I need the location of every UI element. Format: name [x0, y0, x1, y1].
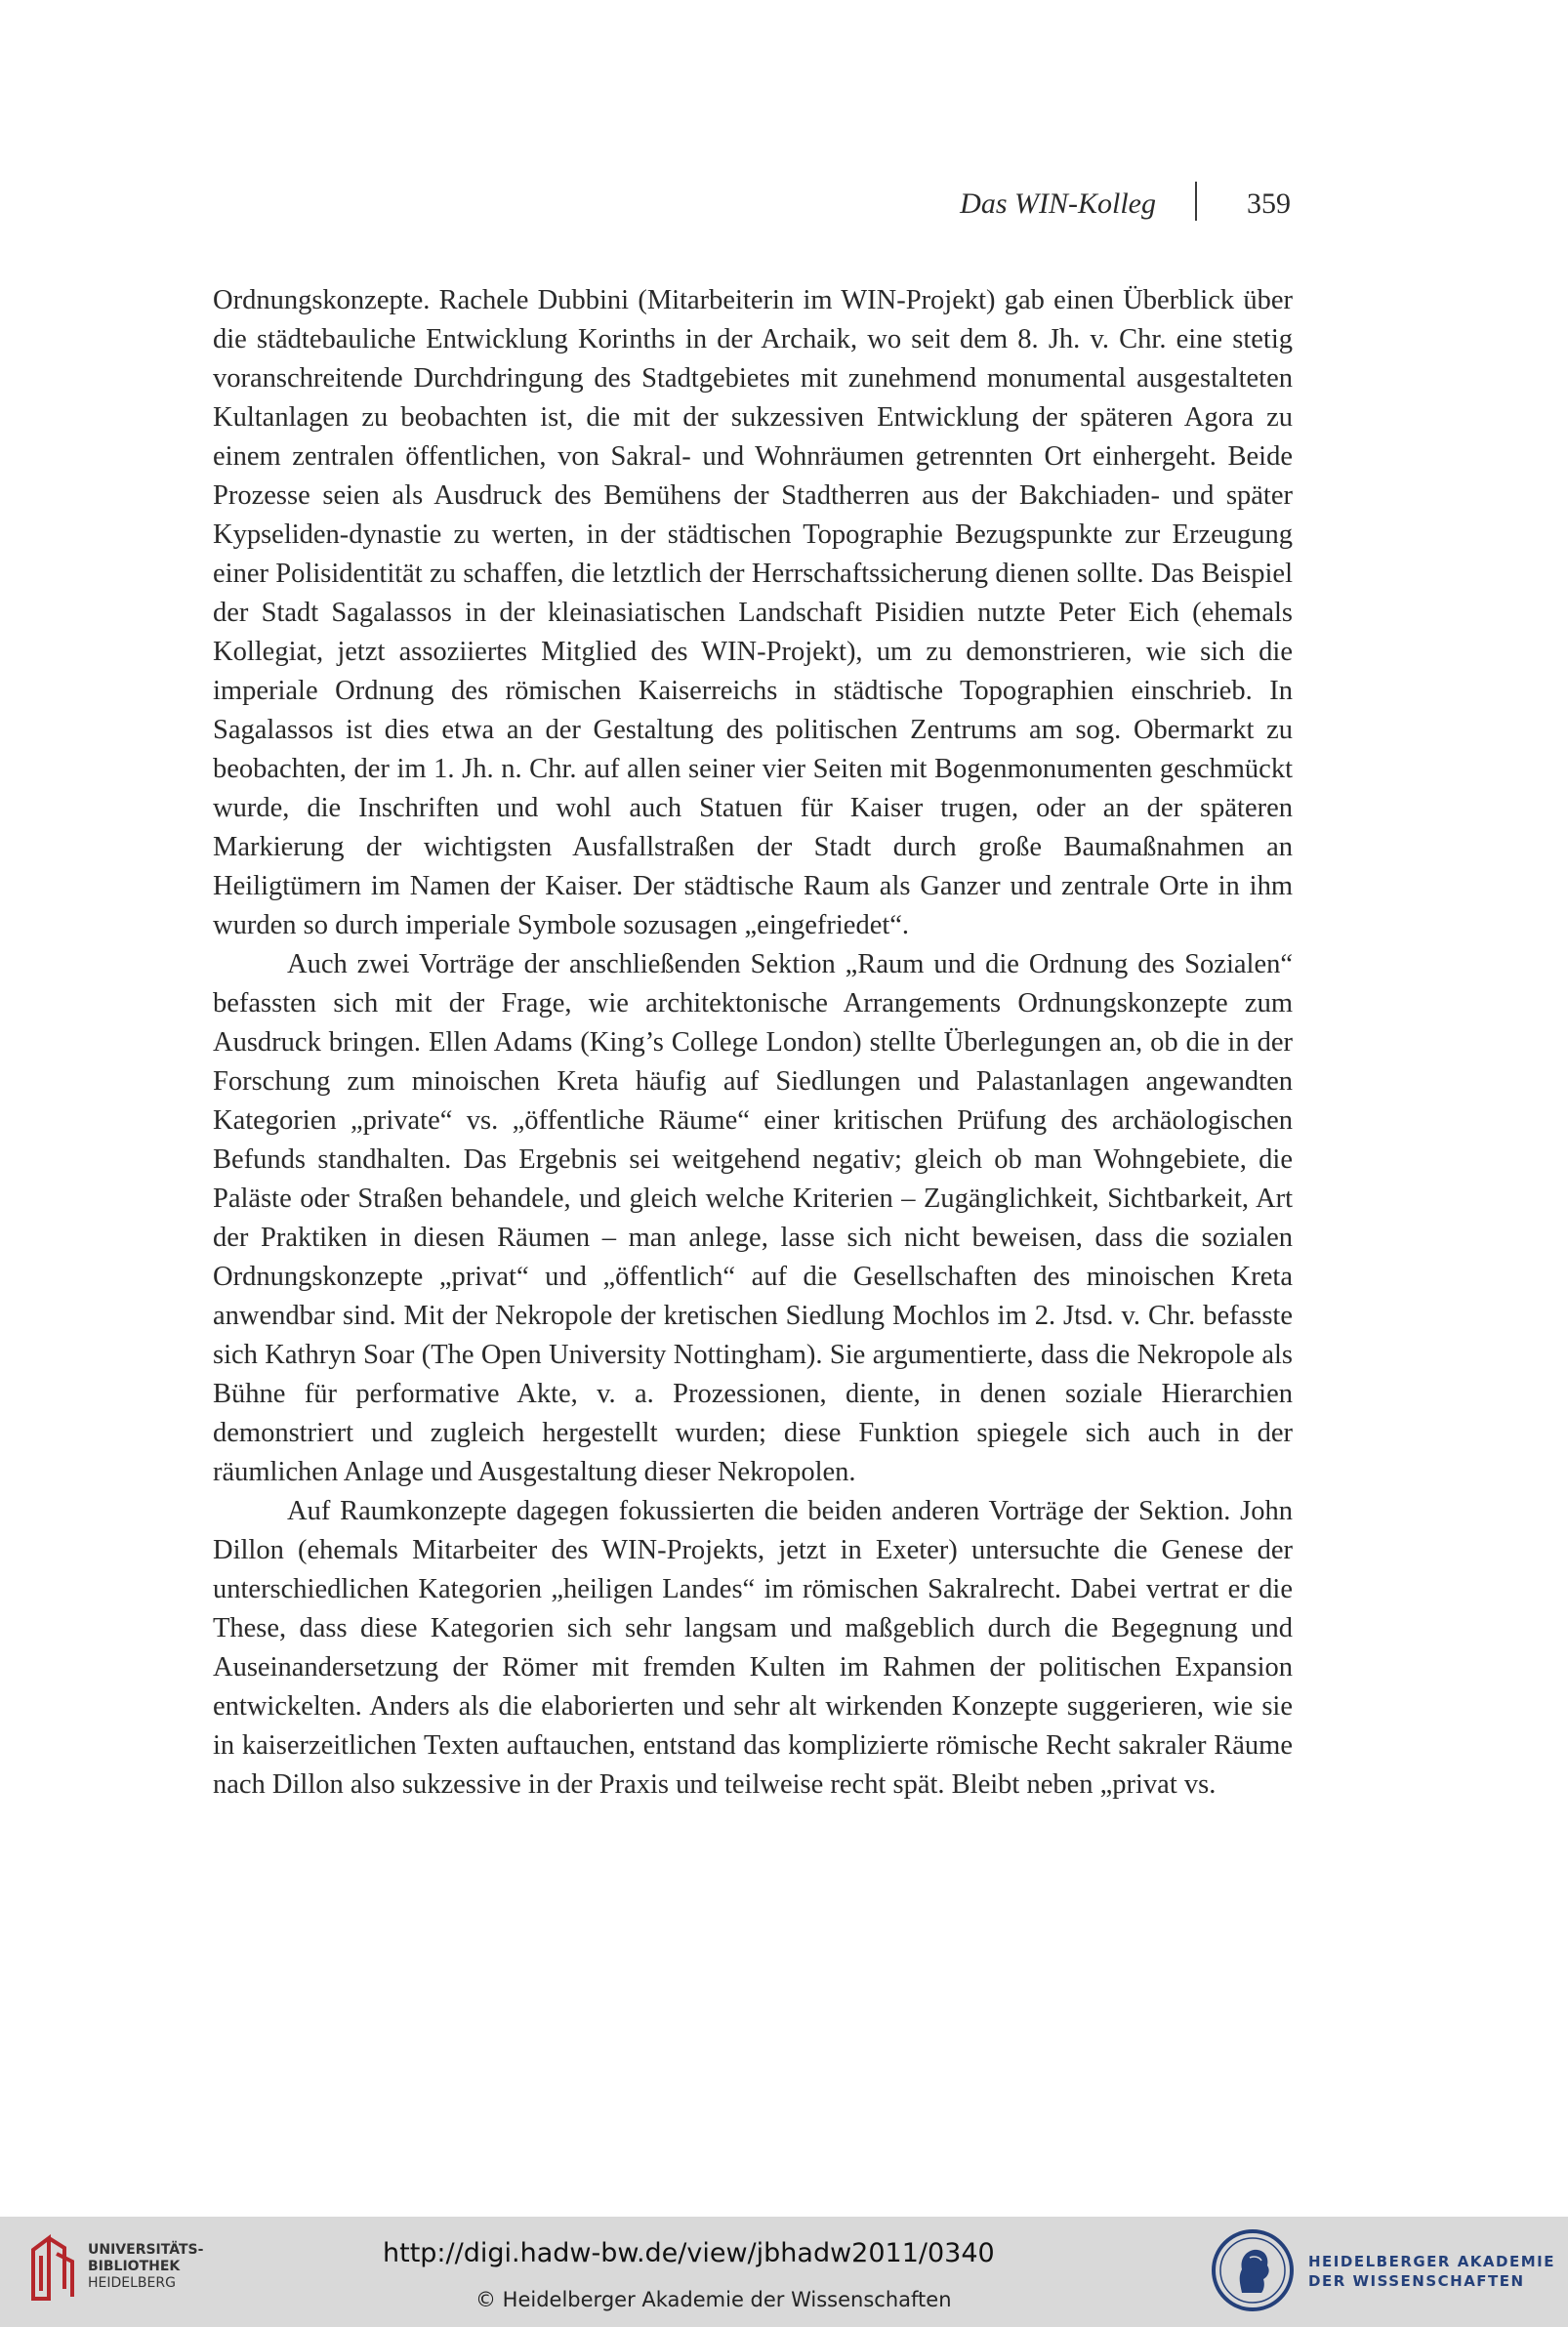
running-header — [937, 182, 1293, 230]
body-text — [213, 281, 1293, 1805]
permalink-url[interactable]: http://digi.hadw-bw.de/view/jbhadw2011/0340 — [383, 2238, 995, 2268]
running-title: Das WIN-Kolleg — [960, 187, 1156, 220]
library-logo-line: UNIVERSITÄTS- — [88, 2242, 204, 2258]
library-logo[interactable] — [29, 2232, 225, 2310]
academy-seal-icon — [1211, 2228, 1295, 2312]
paragraph-1: Ordnungskonzepte. Rachele Dubbini (Mitarbeiterin im WIN-Projekt) gab einen Überblick über die städtebauliche Entwicklung Korinths in der Archaik, wo seit dem 8. Jh. v. Chr. eine stetig voranschreitende Durchdringung des Stadtgebietes mit zunehmend monumental ausgestalteten Kultanlagen zu beobachten ist, die mit der sukzessiven Entwicklung der späteren Agora zu einem zentralen öffentlichen, von Sakral- und Wohnräumen getrennten Ort einhergeht. Beide Prozesse seien als Ausdruck des Bemühens der Stadtherren aus der Bakchiaden- und später Kypseliden-dynastie zu werten, in der städtischen Topographie Bezugspunkte zur Erzeugung einer Polisidentität zu schaffen, die letztlich der Herrschaftssicherung dienen sollte. Das Beispiel der Stadt Sagalassos in der kleinasiatischen Landschaft Pisidien nutzte Peter Eich (ehemals Kollegiat, jetzt assoziiertes Mitglied des WIN-Projekt), um zu demonstrieren, wie sich die imperiale Ordnung des römischen Kaiserreichs in städtische Topographien einschrieb. In Sagalassos ist dies etwa an der Gestaltung des politischen Zentrums am sog. Obermarkt zu beobachten, der im 1. Jh. n. Chr. auf allen seiner vier Seiten mit Bogenmonumenten geschmückt wurde, die Inschriften und wohl auch Statuen für Kaiser trugen, oder an der späteren Markierung der wichtigsten Ausfallstraßen der Stadt durch große Baumaßnahmen an Heiligtümern im Namen der Kaiser. Der städtische Raum als Ganzer und zentrale Orte in ihm wurden so durch imperiale Symbole sozusagen „eingefriedet“. — [213, 285, 1293, 940]
page-number: 359 — [1247, 187, 1291, 220]
header-divider — [1195, 182, 1197, 221]
library-logo-line: HEIDELBERG — [88, 2275, 176, 2291]
academy-logo-line: HEIDELBERGER AKADEMIE — [1308, 2253, 1555, 2270]
library-logo-text — [88, 2242, 203, 2292]
academy-logo-text — [1308, 2252, 1555, 2291]
library-logo-icon — [29, 2232, 84, 2305]
digitization-footer — [0, 2217, 1568, 2327]
paragraph-3: Auf Raumkonzepte dagegen fokussierten die beiden anderen Vorträge der Sektion. John Dillon (ehemals Mitarbeiter des WIN-Projekts, jetzt in Exeter) untersuchte die Genese der unterschiedlichen Kategorien „heiligen Landes“ im römischen Sakralrecht. Dabei vertrat er die These, dass diese Kategorien sich sehr langsam und maßgeblich durch die Begegnung und Auseinandersetzung der Römer mit fremden Kulten im Rahmen der politischen Expansion entwickelten. Anders als die elaborierten und sehr alt wirkenden Konzepte suggerieren, wie sie in kaiserzeitlichen Texten auftauchen, entstand das komplizierte römische Recht sakraler Räume nach Dillon also sukzessive in der Praxis und teilweise recht spät. Bleibt neben „privat vs. — [213, 1496, 1293, 1800]
copyright-notice: © Heidelberger Akademie der Wissenschaften — [475, 2288, 952, 2311]
library-logo-line: BIBLIOTHEK — [88, 2259, 181, 2274]
academy-logo[interactable] — [1211, 2228, 1555, 2316]
academy-logo-line: DER WISSENSCHAFTEN — [1308, 2272, 1525, 2290]
paragraph-2: Auch zwei Vorträge der anschließenden Sektion „Raum und die Ordnung des Sozialen“ befassten sich mit der Frage, wie architektonische Arrangements Ordnungskonzepte zum Ausdruck bringen. Ellen Adams (King’s College London) stellte Überlegungen an, ob die in der Forschung zum minoischen Kreta häufig auf Siedlungen und Palastanlagen angewandten Kategorien „private“ vs. „öffentliche Räume“ einer kritischen Prüfung des archäologischen Befunds standhalten. Das Ergebnis sei weitgehend negativ; gleich ob man Wohngebiete, die Paläste oder Straßen behandele, und gleich welche Kriterien – Zugänglichkeit, Sichtbarkeit, Art der Praktiken in diesen Räumen – man anlege, lasse sich nicht beweisen, dass die sozialen Ordnungskonzepte „privat“ und „öffentlich“ auf die Gesellschaften des minoischen Kreta anwendbar sind. Mit der Nekropole der kretischen Siedlung Mochlos im 2. Jtsd. v. Chr. befasste sich Kathryn Soar (The Open University Nottingham). Sie argumentierte, dass die Nekropole als Bühne für performative Akte, v. a. Prozessionen, diente, in denen soziale Hierarchien demonstriert und zugleich hergestellt wurden; diese Funktion spiegele sich auch in der räumlichen Anlage und Ausgestaltung dieser Nekropolen. — [213, 949, 1293, 1487]
